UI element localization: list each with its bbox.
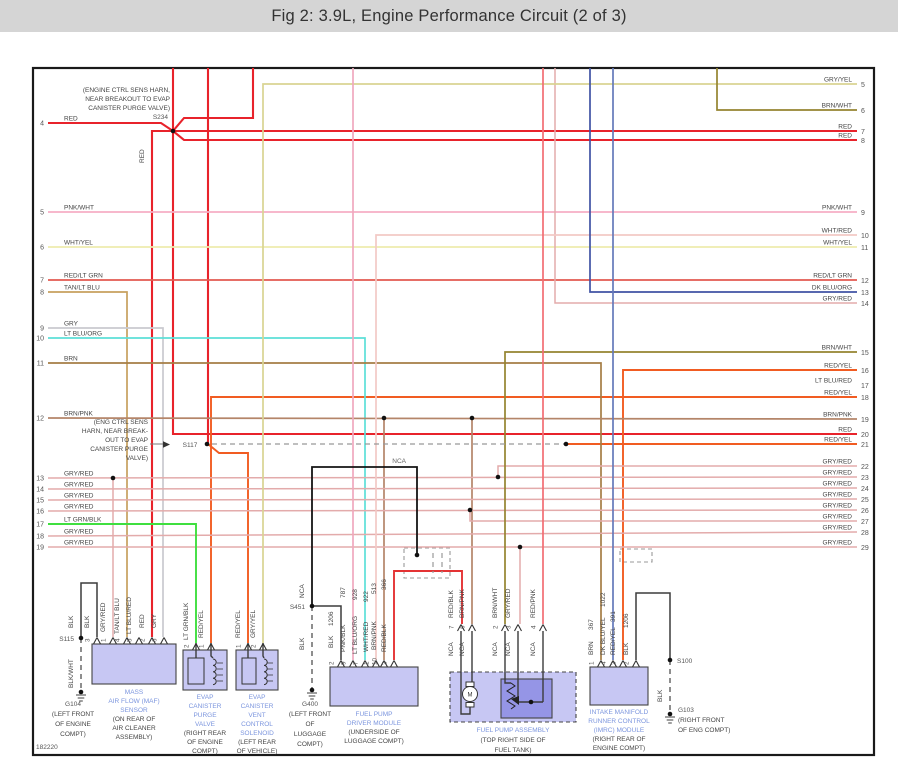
right-wire-label: GRY/RED — [822, 491, 852, 499]
wire-color-label: BLK — [657, 689, 664, 702]
diagram-text: FUEL TANK) — [494, 747, 532, 754]
junction-dot — [529, 700, 534, 705]
right-wire-number: 27 — [861, 519, 869, 526]
wire-color-label: GRY/YEL — [250, 609, 257, 638]
wire-color-label: 1022 — [600, 592, 607, 607]
diagram-text: LUGGAGE — [293, 731, 327, 738]
component-symbol — [466, 703, 474, 708]
diagram-text: (LEFT FRONT — [288, 711, 332, 718]
left-wire-label: LT GRN/BLK — [64, 516, 102, 524]
diagram-text: ENGINE COMPT) — [592, 745, 646, 752]
wire-color-label: GRY — [151, 614, 158, 628]
junction-dot — [668, 712, 673, 717]
left-wire-number: 19 — [36, 544, 44, 552]
junction-dot — [468, 508, 473, 513]
wire-color-label: LT GRN/BLK — [183, 602, 190, 640]
left-wire-label: LT BLU/ORG — [64, 330, 103, 338]
junction-dot — [171, 129, 176, 134]
right-wire-label: RED/LT GRN — [813, 272, 852, 280]
wire-color-label: RED/YEL — [235, 610, 242, 638]
left-wire-number: 10 — [36, 335, 44, 343]
diagram-text: HARN, NEAR BREAK- — [81, 428, 148, 435]
arrowhead-icon — [163, 441, 170, 448]
wire-segment — [312, 606, 341, 660]
pin-number: 2 — [183, 644, 191, 648]
right-wire-label: WHT/YEL — [823, 239, 852, 247]
wire-color-label: BLK — [68, 615, 75, 628]
diagram-text: COMPT) — [60, 731, 86, 738]
junction-dot — [518, 545, 523, 550]
wire-color-label: BLK — [623, 642, 630, 655]
right-wire-number: 12 — [861, 278, 869, 285]
diagram-text: COMPT) — [297, 741, 323, 748]
junction-dot — [470, 416, 475, 421]
wire-color-label: BLK — [328, 635, 335, 648]
right-wire-number: 19 — [861, 417, 869, 424]
right-wire-number: 16 — [861, 368, 869, 375]
right-wire-label: GRY/RED — [822, 295, 852, 303]
pin-arrow-icon — [161, 638, 168, 645]
right-wire-number: 24 — [861, 486, 869, 493]
junction-dot — [564, 442, 569, 447]
left-wire-number: 14 — [36, 486, 44, 494]
wire-color-label: 1206 — [623, 613, 630, 628]
wire-color-label: RED — [139, 149, 146, 163]
right-wire-number: 14 — [861, 301, 869, 308]
diagram-text: CANISTER PURGE VALVE) — [88, 105, 170, 112]
diagram-text: OF ENGINE — [187, 739, 223, 746]
pin-number: 1 — [363, 661, 371, 665]
pin-arrow-icon — [633, 661, 640, 668]
diagram-text: COMPT) — [192, 748, 218, 755]
diagram-text: VALVE) — [125, 455, 148, 462]
right-wire-label: GRY/RED — [822, 539, 852, 547]
wire-color-label: NCA — [459, 642, 466, 656]
pin-number: 3 — [505, 625, 513, 629]
pin-number: 5 — [126, 638, 134, 642]
pin-arrow-icon — [515, 625, 522, 632]
left-wire-number: 13 — [36, 475, 44, 483]
ground-icon — [307, 693, 317, 699]
component-caption: (IMRC) MODULE — [593, 727, 645, 734]
diagram-text: LUGGAGE COMPT) — [344, 738, 404, 745]
right-wire-number: 28 — [861, 530, 869, 537]
pin-number: 10 — [371, 657, 379, 665]
component-caption: CANISTER — [240, 703, 274, 710]
wire-color-label: NCA — [492, 642, 499, 656]
component-caption: EVAP — [196, 694, 214, 701]
right-wire-number: 10 — [861, 233, 869, 240]
diagram-text: OUT TO EVAP — [105, 437, 148, 444]
left-wire-label: WHT/YEL — [64, 239, 93, 247]
diagram-text: (TOP RIGHT SIDE OF — [480, 737, 546, 744]
junction-dot — [310, 688, 315, 693]
right-wire-number: 18 — [861, 395, 869, 402]
diagram-text: 182220 — [36, 744, 58, 751]
left-wire-number: 18 — [36, 533, 44, 541]
pin-number: 3 — [84, 638, 92, 642]
wire-color-label: RED/PNK — [530, 589, 537, 618]
wire-color-label: BLK/WHT — [68, 659, 75, 688]
right-wire-number: 23 — [861, 475, 869, 482]
left-wire-label: TAN/LT BLU — [64, 284, 100, 292]
wire-segment — [48, 418, 857, 419]
junction-dot — [415, 553, 420, 558]
wire-color-label: 367 — [588, 619, 595, 630]
diagram-text: (UNDERSIDE OF — [348, 729, 400, 736]
pin-number: 2 — [328, 661, 336, 665]
wire-color-label: GRY/RED — [505, 588, 512, 618]
wire-segment — [173, 68, 253, 131]
component-caption: CANISTER — [188, 703, 222, 710]
component-caption: EVAP — [248, 694, 266, 701]
figure-title-bar — [0, 0, 898, 32]
right-wire-label: BRN/WHT — [821, 102, 852, 110]
left-wire-number: 11 — [36, 360, 44, 368]
pin-number: 1 — [235, 644, 243, 648]
diagram-text: (LEFT FRONT — [51, 711, 95, 718]
left-wire-label: GRY/RED — [64, 503, 94, 511]
right-wire-label: BRN/PNK — [823, 411, 852, 419]
wire-color-label: RED/YEL — [610, 627, 617, 655]
pin-arrow-icon — [94, 638, 101, 645]
wire-color-label: 366 — [381, 579, 388, 590]
right-wire-number: 20 — [861, 432, 869, 439]
pin-number: 4 — [600, 661, 608, 665]
diagram-text: AIR CLEANER — [112, 725, 156, 732]
pin-number: 6 — [151, 638, 159, 642]
right-wire-number: 13 — [861, 290, 869, 297]
diagram-text: (RIGHT FRONT — [678, 717, 725, 724]
left-wire-number: 12 — [36, 415, 44, 423]
wire-color-label: NCA — [448, 642, 455, 656]
wire-segment — [48, 477, 857, 478]
pin-number: 7 — [352, 661, 360, 665]
pin-arrow-icon — [469, 625, 476, 632]
fuel-pump-driver-module-box — [330, 667, 418, 706]
right-wire-label: GRY/RED — [822, 524, 852, 532]
right-wire-number: 8 — [861, 138, 865, 145]
left-wire-number: 4 — [40, 120, 44, 128]
wire-color-label: 391 — [610, 611, 617, 622]
right-wire-number: 5 — [861, 82, 865, 89]
right-wire-number: 29 — [861, 545, 869, 552]
component-caption: SOLENOID — [240, 730, 274, 737]
left-wire-number: 16 — [36, 508, 44, 516]
diagram-text: (RIGHT REAR — [183, 730, 227, 737]
junction-dot — [205, 442, 210, 447]
inline-connector-box-2 — [620, 549, 652, 562]
pin-arrow-icon — [391, 661, 398, 668]
wire-segment — [48, 292, 127, 637]
right-wire-label: RED/YEL — [824, 389, 852, 397]
wire-color-label: BRN/WHT — [492, 587, 499, 618]
right-wire-number: 6 — [861, 108, 865, 115]
diagram-text: OF — [305, 721, 315, 728]
junction-dot — [111, 476, 116, 481]
right-wire-number: 11 — [861, 245, 869, 252]
wire-segment — [173, 131, 857, 140]
component-caption: VENT — [248, 712, 266, 719]
right-wire-label: BRN/WHT — [821, 344, 852, 352]
component-caption: MASS — [124, 689, 144, 696]
left-wire-label: GRY/RED — [64, 528, 94, 536]
component-caption: PURGE — [193, 712, 217, 719]
component-caption: CONTROL — [241, 721, 273, 728]
wire-color-label: RED/BLK — [448, 590, 455, 618]
left-wire-label: BRN — [64, 355, 78, 363]
wire-color-label: RED/BLK — [381, 624, 388, 652]
wire-segment — [48, 510, 857, 511]
diagram-text: OF ENGINE — [55, 721, 91, 728]
right-wire-label: DK BLU/ORG — [811, 284, 852, 292]
wire-color-label: BRN — [588, 641, 595, 655]
diagram-text: NCA — [392, 458, 406, 465]
right-wire-label: RED — [838, 123, 852, 131]
right-wire-label: LT BLU/RED — [815, 377, 852, 385]
wire-color-label: LT BLU/RED — [126, 597, 133, 634]
diagram-text: S117 — [182, 442, 198, 449]
component-caption: VALVE — [195, 721, 215, 728]
wire-color-label: 787 — [340, 587, 347, 598]
junction-dot — [79, 690, 84, 695]
maf-sensor-box — [92, 644, 176, 684]
diagram-text: (LEFT REAR — [238, 739, 276, 746]
left-wire-number: 5 — [40, 209, 44, 217]
wire-segment — [81, 583, 97, 638]
right-wire-label: RED — [838, 426, 852, 434]
diagram-text: (ENGINE CTRL SENS HARN, — [82, 87, 170, 94]
wire-color-label: BRN/PNK — [371, 621, 378, 650]
wire-color-label: RED — [139, 614, 146, 628]
component-caption: AIR FLOW (MAF) — [108, 698, 160, 705]
right-wire-label: GRY/RED — [822, 458, 852, 466]
wire-segment — [590, 68, 857, 292]
wire-color-label: 922 — [363, 591, 370, 602]
wire-color-label: WHT/RED — [363, 621, 370, 652]
diagram-text: G104 — [65, 701, 81, 708]
pin-arrow-icon — [540, 625, 547, 632]
pin-number: 2 — [492, 625, 500, 629]
wire-color-label: DK BLU/YEL — [600, 617, 607, 655]
pin-number: 2 — [623, 661, 631, 665]
pin-number: 1 — [588, 661, 596, 665]
diagram-text: M — [467, 692, 473, 699]
diagram-text: (ON REAR OF — [112, 716, 156, 723]
pin-number: 2 — [139, 638, 147, 642]
inline-connector-box — [404, 548, 450, 578]
left-wire-label: BRN/PNK — [64, 410, 93, 418]
wire-color-label: BRN/PNK — [459, 589, 466, 618]
fuel-sender-box — [501, 679, 552, 718]
imrc-module-box — [590, 667, 648, 705]
component-caption: SENSOR — [120, 707, 148, 714]
left-wire-number: 9 — [40, 325, 44, 333]
pin-number: 3 — [610, 661, 618, 665]
right-wire-number: 22 — [861, 464, 869, 471]
right-wire-number: 17 — [861, 383, 869, 390]
pin-number: 3 — [381, 661, 389, 665]
pin-number: 4 — [114, 638, 122, 642]
ground-icon — [665, 717, 675, 723]
pin-number: 1 — [198, 644, 206, 648]
right-wire-number: 21 — [861, 442, 869, 449]
left-wire-label: GRY/RED — [64, 470, 94, 478]
wire-color-label: 1206 — [328, 611, 335, 626]
left-wire-label: GRY/RED — [64, 539, 94, 547]
wire-segment — [48, 499, 857, 500]
component-symbol — [466, 682, 474, 687]
diagram-text: G103 — [678, 707, 694, 714]
right-wire-label: GRY/RED — [822, 469, 852, 477]
component-caption: DRIVER MODULE — [346, 720, 402, 727]
diagram-text: ASSEMBLY) — [115, 734, 153, 741]
junction-dot — [310, 604, 315, 609]
diagram-text: (RIGHT REAR OF — [592, 736, 646, 743]
left-wire-number: 7 — [40, 277, 44, 285]
figure-title: Fig 2: 3.9L, Engine Performance Circuit (2 of 3) — [271, 6, 627, 25]
left-wire-label: GRY — [64, 320, 78, 328]
wire-segment — [48, 532, 857, 536]
left-wire-label: GRY/RED — [64, 481, 94, 489]
left-wire-number: 8 — [40, 289, 44, 297]
junction-dot — [668, 658, 673, 663]
right-wire-label: RED/YEL — [824, 436, 852, 444]
diagram-text: (ENG CTRL SENS — [93, 419, 148, 426]
component-caption: INTAKE MANIFOLD — [589, 709, 649, 716]
pin-number: 9 — [340, 661, 348, 665]
right-wire-label: PNK/WHT — [822, 204, 852, 212]
left-wire-label: PNK/WHT — [64, 204, 94, 212]
diagram-text: G400 — [302, 701, 318, 708]
component-caption: FUEL PUMP ASSEMBLY — [476, 727, 550, 734]
wire-color-label: LT BLU/ORG — [352, 615, 359, 654]
junction-dot — [79, 636, 84, 641]
wire-color-label: NCA — [530, 642, 537, 656]
right-wire-number: 7 — [861, 129, 865, 136]
diagram-text: OF VEHICLE) — [236, 748, 278, 755]
wire-color-label: 928 — [352, 589, 359, 600]
component-caption: RUNNER CONTROL — [588, 718, 650, 725]
pin-number: 2 — [250, 644, 258, 648]
junction-dot — [382, 416, 387, 421]
wire-color-label: TAN/LT BLU — [114, 598, 121, 634]
diagram-text: CANISTER PURGE — [90, 446, 148, 453]
pin-number: 1 — [100, 638, 108, 642]
pin-number: 4 — [530, 625, 538, 629]
wire-segment — [208, 444, 248, 643]
left-wire-label: RED — [64, 115, 78, 123]
right-wire-number: 15 — [861, 350, 869, 357]
wire-segment — [498, 466, 857, 477]
wire-segment — [555, 68, 857, 303]
diagram-text: S451 — [289, 604, 305, 611]
wire-segment — [48, 488, 857, 489]
right-wire-number: 9 — [861, 210, 865, 217]
junction-dot — [496, 475, 501, 480]
right-wire-label: GRY/RED — [822, 480, 852, 488]
wire-color-label: PNK/BLK — [340, 624, 347, 652]
wire-segment — [636, 593, 670, 660]
diagram-text: S100 — [677, 658, 693, 665]
diagram-text: S234 — [152, 114, 168, 121]
right-wire-label: GRY/RED — [822, 513, 852, 521]
wire-color-label: NCA — [299, 584, 306, 598]
pin-number: 7 — [448, 625, 456, 629]
left-wire-number: 15 — [36, 497, 44, 505]
pin-number: 6 — [459, 625, 467, 629]
right-wire-label: RED/YEL — [824, 362, 852, 370]
wire-segment — [173, 131, 857, 434]
right-wire-label: WHT/RED — [821, 227, 852, 235]
left-wire-label: RED/LT GRN — [64, 272, 103, 280]
right-wire-label: RED — [838, 132, 852, 140]
right-wire-number: 25 — [861, 497, 869, 504]
wire-color-label: 513 — [371, 583, 378, 594]
right-wire-label: GRY/RED — [822, 502, 852, 510]
left-wire-number: 17 — [36, 521, 44, 529]
wire-color-label: RED/YEL — [198, 610, 205, 638]
wire-segment — [470, 510, 857, 521]
diagram-text: OF ENG COMPT) — [678, 727, 731, 734]
left-wire-label: GRY/RED — [64, 492, 94, 500]
wire-color-label: BLK — [84, 615, 91, 628]
wire-segment — [48, 123, 173, 131]
component-caption: FUEL PUMP — [355, 711, 393, 718]
right-wire-number: 26 — [861, 508, 869, 515]
right-wire-label: GRY/YEL — [823, 76, 852, 84]
wire-color-label: NCA — [505, 642, 512, 656]
wire-color-label: GRY/RED — [100, 602, 107, 632]
wire-color-label: BLK — [299, 637, 306, 650]
left-wire-number: 6 — [40, 244, 44, 252]
diagram-text: NEAR BREAKOUT TO EVAP — [85, 96, 170, 103]
diagram-text: S115 — [59, 636, 74, 643]
